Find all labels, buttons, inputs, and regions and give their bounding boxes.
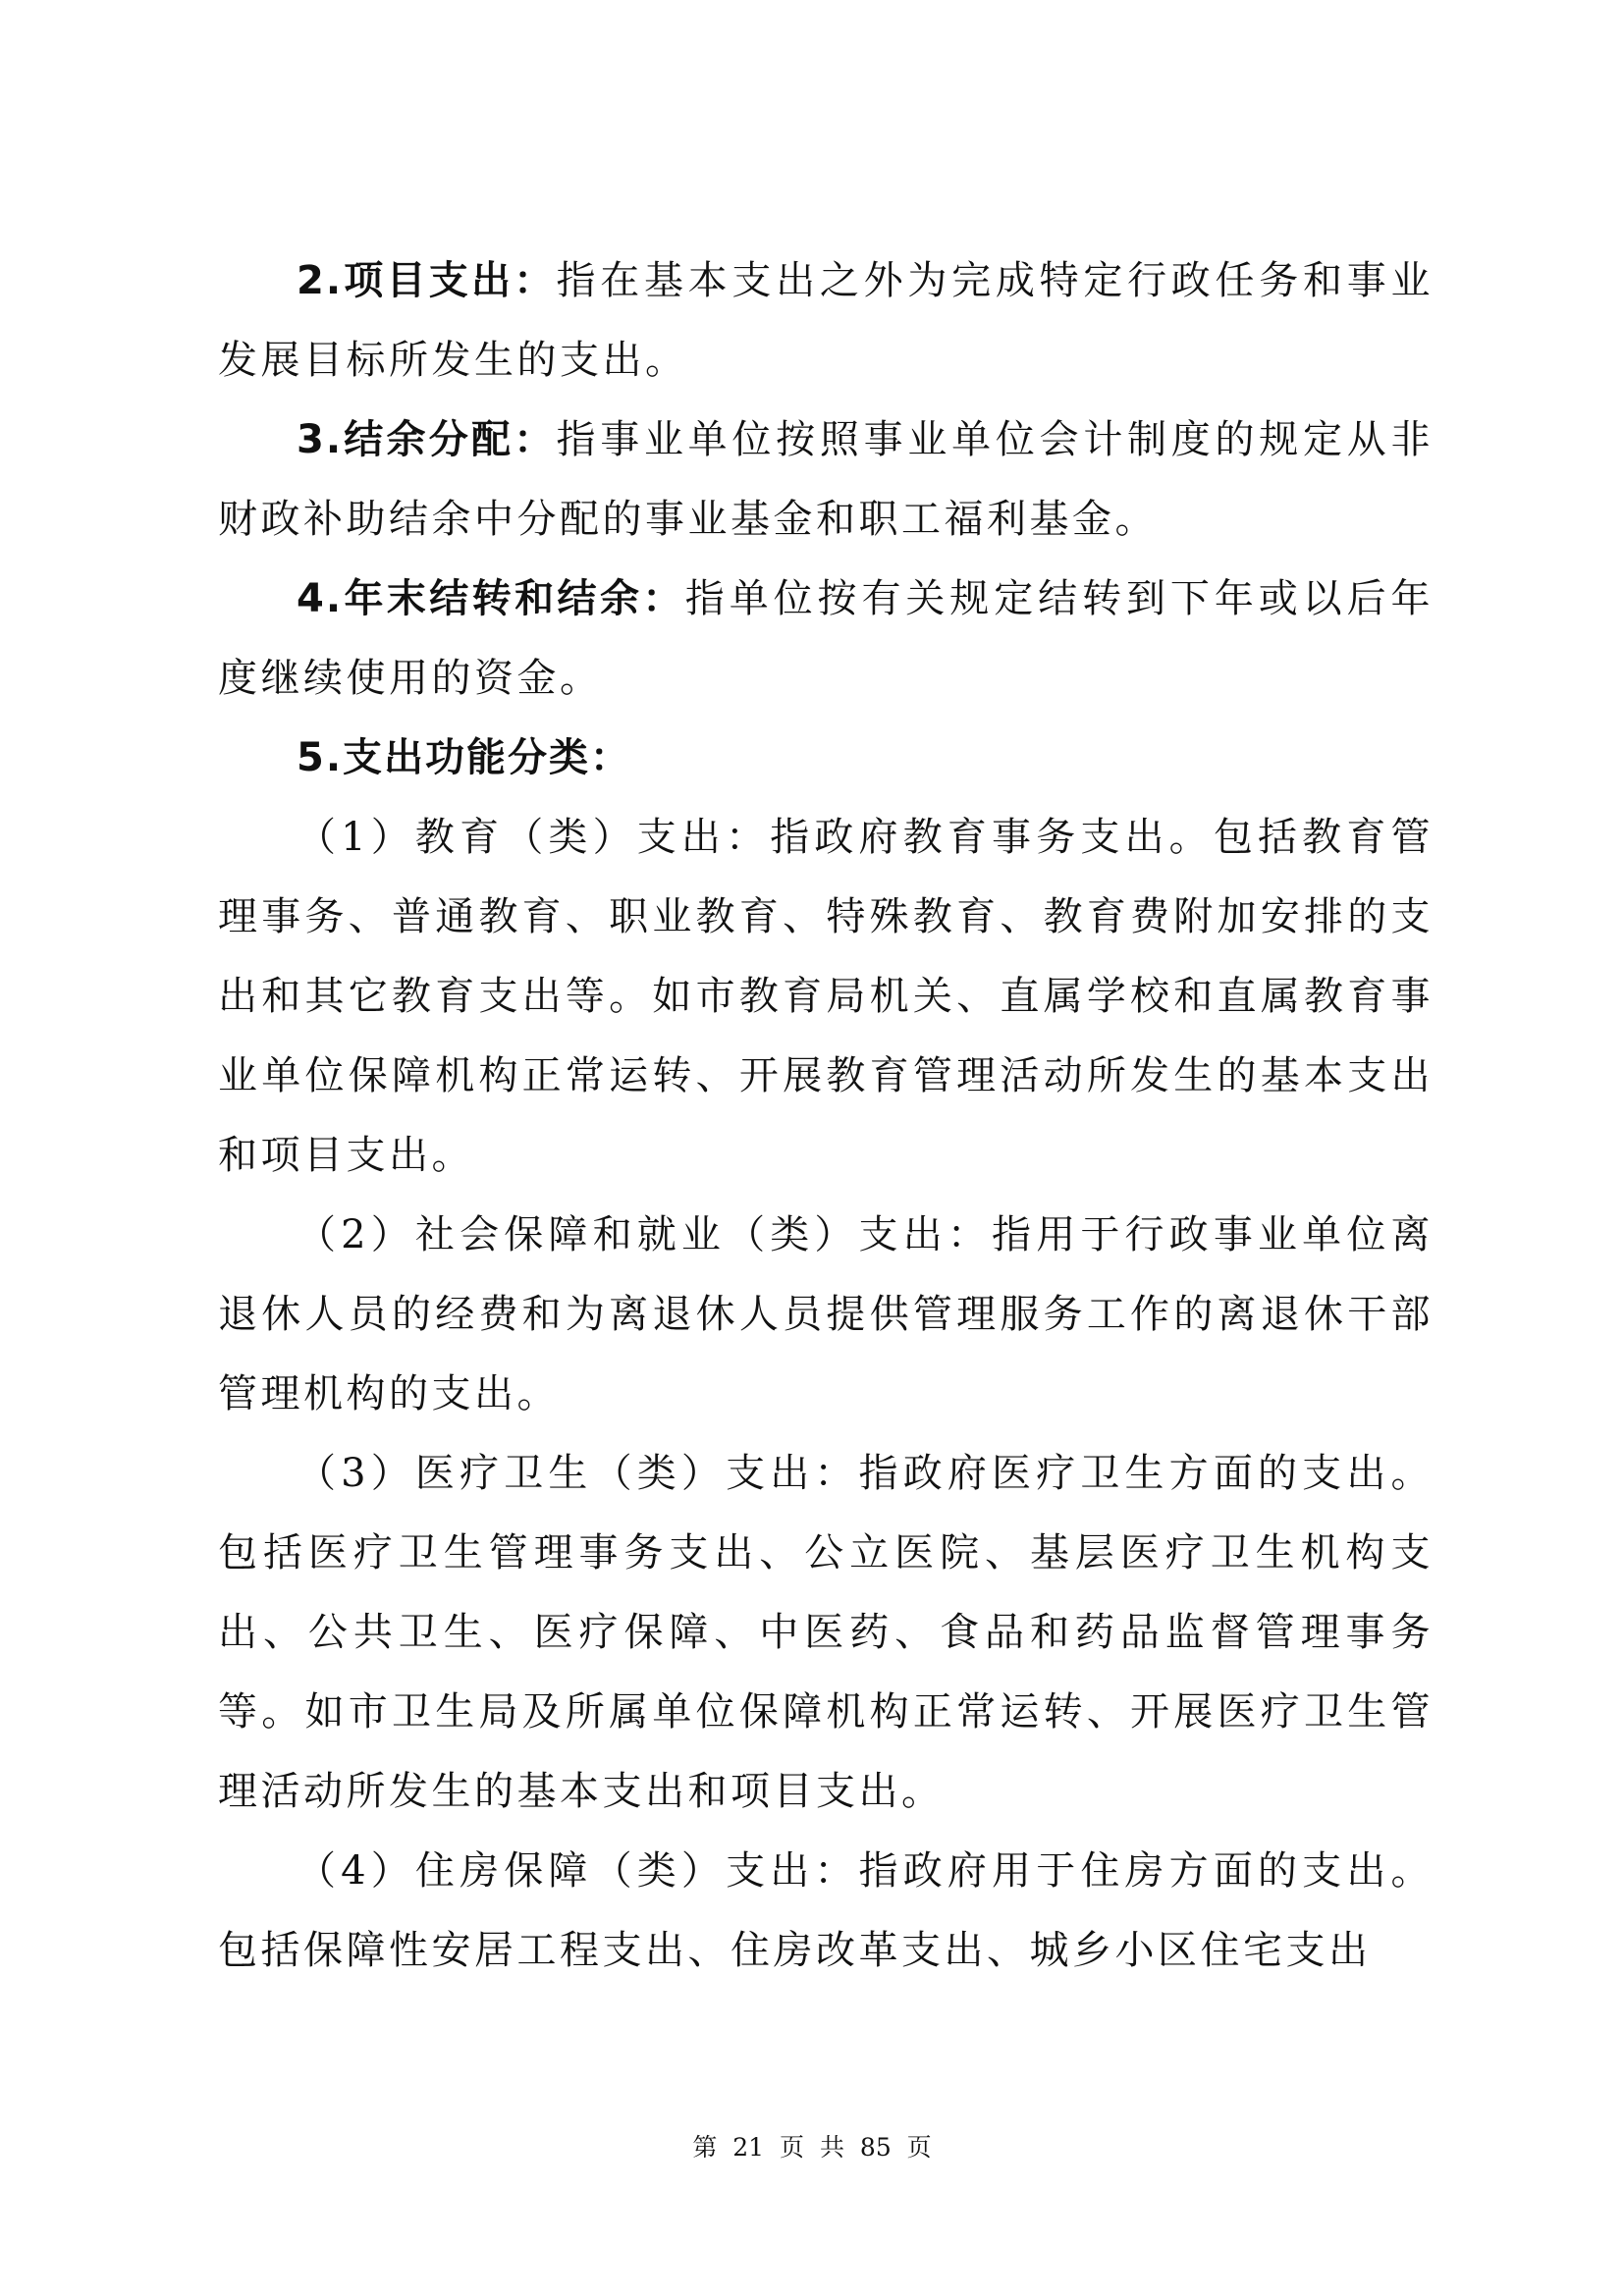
paragraph-social-security <box>218 1196 1434 1434</box>
paragraph-text: （2）社会保障和就业（类）支出：指用于行政事业单位离退休人员的经费和为离退休人员提供管理服务工作的离退休干部管理机构的支出。 <box>218 1212 1434 1416</box>
paragraph-health <box>218 1434 1434 1832</box>
paragraph-year-end-carryover <box>218 560 1434 719</box>
term-label: 5.支出功能分类： <box>297 735 632 780</box>
paragraph-text: 指事业单位按照事业单位会计制度的规定从非财政补助结余中分配的事业基金和职工福利基金。 <box>218 417 1435 542</box>
page-number-footer: 第 21 页 共 85 页 <box>692 2133 932 2162</box>
document-body <box>218 241 1434 1991</box>
paragraph-text: （3）医疗卫生（类）支出：指政府医疗卫生方面的支出。包括医疗卫生管理事务支出、公立医院、基层医疗卫生机构支出、公共卫生、医疗保障、中医药、食品和药品监督管理事务等。如市卫生局及所属单位保障机构正常运转、开展医疗卫生管理活动所发生的基本支出和项目支出。 <box>218 1451 1434 1814</box>
paragraph-text: （1）教育（类）支出：指政府教育事务支出。包括教育管理事务、普通教育、职业教育、特殊教育、教育费附加安排的支出和其它教育支出等。如市教育局机关、直属学校和直属教育事业单位保障机构正常运转、开展教育管理活动所发生的基本支出和项目支出。 <box>218 815 1434 1178</box>
term-label: 3.结余分配： <box>297 417 557 462</box>
paragraph-functional-classification <box>218 719 1434 798</box>
paragraph-project-expenditure <box>218 241 1434 400</box>
paragraph-text: 指单位按有关规定结转到下年或以后年度继续使用的资金。 <box>218 576 1434 701</box>
paragraph-text: 指在基本支出之外为完成特定行政任务和事业发展目标所发生的支出。 <box>218 258 1435 383</box>
paragraph-surplus-distribution <box>218 400 1434 560</box>
term-label: 2.项目支出： <box>297 258 557 303</box>
paragraph-housing <box>218 1832 1434 1991</box>
paragraph-text: （4）住房保障（类）支出：指政府用于住房方面的支出。包括保障性安居工程支出、住房改革支出、城乡小区住宅支出 <box>218 1848 1434 1973</box>
term-label: 4.年末结转和结余： <box>297 576 685 621</box>
paragraph-education <box>218 798 1434 1196</box>
